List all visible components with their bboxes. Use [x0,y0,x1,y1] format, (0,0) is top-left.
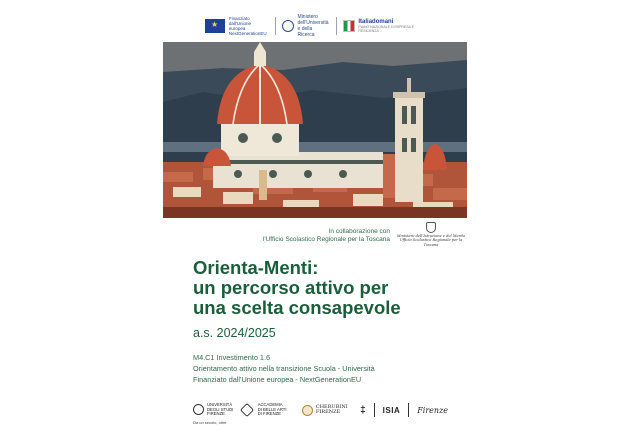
accademia-line1: ACCADEMIA [257,401,283,407]
isia-symbol-icon: ‡ [360,404,366,416]
title-line1: Orienta-Menti: [193,257,319,278]
divider [408,403,409,417]
accademia-logo [242,403,302,417]
title-line2: un percorso attivo per [193,277,389,298]
italy-flag-icon [343,20,355,32]
florence-cathedral-illustration [163,42,467,218]
partner-logos-bottom [193,398,449,425]
partner-logos-top [205,14,435,38]
project-details [193,352,375,385]
title-line3: una scelta consapevole [193,297,401,318]
accademia-emblem-icon [240,403,254,417]
unifi-line3: FIRENZE [207,411,225,417]
isia-logo [360,403,448,417]
unifi-seal-icon [193,404,204,415]
divider [374,403,375,417]
ministry-istruzione-logo [396,222,466,247]
unifi-line1: UNIVERSITÀ [207,401,233,407]
details-line2: Orientamento attivo nella transizione Scuola - Università [193,364,375,373]
italiadomani-logo [343,19,435,33]
accademia-line3: DI FIRENZE [257,411,281,417]
mur-text-line3: e della Ricerca [297,26,315,38]
mur-logo [282,14,331,38]
divider [336,17,337,35]
eu-text-line1: Finanziato [228,16,250,21]
cherubini-logo [302,405,360,416]
cherubini-line2: FIRENZE [315,409,341,415]
eu-flag-icon [205,19,225,33]
details-line3: Finanziato dall'Unione europea - NextGenerationEU [193,375,362,384]
cherubini-line1: CHERUBINI [315,403,348,410]
collaboration-line2: l'Ufficio Scolastico Regionale per la Toscana [262,236,390,243]
isia-city: Firenze [417,405,449,415]
eu-text-line2: dall'Unione europea [228,21,252,31]
ministry-text-line1: Ministero dell'Istruzione e del Merito [396,234,466,238]
italiadomani-subtext: PIANO NAZIONALE DI RIPRESA E RESILIENZA [358,25,415,33]
ministry-text-line2: Ufficio Scolastico Regionale per la Toscana [399,238,463,247]
italiadomani-text: Italiadomani [358,19,394,25]
unifi-line2: DEGLI STUDI [207,406,234,412]
mur-text-line1: Ministero [297,14,318,20]
divider [275,17,276,35]
eu-text-line3: NextGenerationEU [228,31,267,36]
collaboration-line1: In collaborazione con [328,228,390,235]
cherubini-medal-icon [302,405,313,416]
mur-text-line2: dell'Università [297,20,329,26]
page-title [193,258,401,318]
eu-logo [205,16,269,36]
isia-label: ISIA [382,405,401,415]
mur-emblem-icon [282,20,294,32]
unifi-caption: Da un secolo, oltre. [193,419,228,425]
accademia-line2: DI BELLE ARTI [257,406,287,412]
unifi-logo [193,401,236,425]
republic-emblem-icon [426,222,436,233]
details-line1: M4.C1 Investimento 1.6 [193,353,271,362]
school-year: a.s. 2024/2025 [193,326,276,340]
collaboration-note [232,228,390,244]
